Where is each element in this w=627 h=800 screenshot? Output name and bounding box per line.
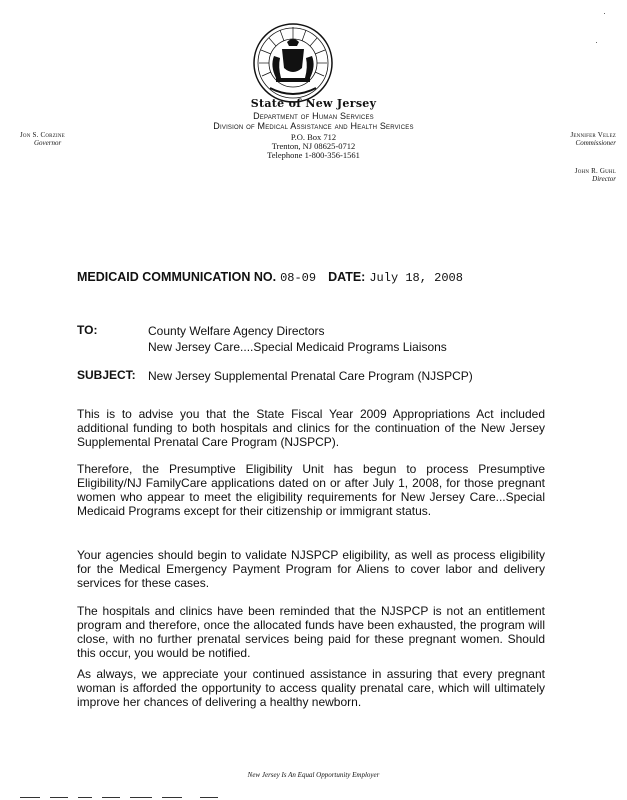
communication-line [77,270,463,285]
po-box: P.O. Box 712 [290,132,337,142]
communication-label: MEDICAID COMMUNICATION NO. [77,270,277,284]
division-name: Division of Medical Assistance and Health Services [213,121,414,131]
department-name: Department of Human Services [253,111,374,121]
scan-mark [20,797,40,798]
telephone: Telephone 1-800-356-1561 [267,150,360,160]
to-label: TO: [77,323,98,337]
commissioner-block [486,131,616,147]
commissioner-name: Jennifer Velez [570,131,616,139]
scan-mark [78,797,92,798]
communication-number: 08-09 [280,271,317,285]
to-line: County Welfare Agency Directors [148,324,325,338]
city-address: Trenton, NJ 08625-0712 [271,141,356,151]
director-name: John R. Guhl [574,167,616,175]
communication-date: July 18, 2008 [369,271,463,285]
subject-text: New Jersey Supplemental Prenatal Care Program (NJSPCP) [148,369,473,383]
to-line: New Jersey Care....Special Medicaid Programs Liaisons [148,340,447,354]
left-official [20,131,130,147]
scan-speck [604,13,605,14]
body-paragraph: This is to advise you that the State Fiscal Year 2009 Appropriations Act included additional funding to both hospitals and clinics for the continuation of the New Jersey Supplemental Prenatal Care Program (NJSPCP). [77,407,545,449]
director-title: Director [592,175,616,183]
date-label: DATE: [328,270,366,284]
governor-name: Jon S. Corzine [20,131,65,139]
scan-mark [50,797,68,798]
body-paragraph: Your agencies should begin to validate NJSPCP eligibility, as well as process eligibility for the Medical Emergency Payment Program for Aliens to cover labor and delivery services for these cases. [77,548,545,590]
scan-mark [130,797,152,798]
commissioner-title: Commissioner [575,139,616,147]
body-paragraph: The hospitals and clinics have been reminded that the NJSPCP is not an entitlement program and therefore, once the allocated funds have been exhausted, the program will close, with no further prenatal services being paid for these pregnant women. Should this occur, you would be notified. [77,604,545,660]
governor-title: Governor [34,139,62,147]
scan-mark [162,797,182,798]
body-paragraph: Therefore, the Presumptive Eligibility Unit has begun to process Presumptive Eligibility/NJ FamilyCare applications dated on or after July 1, 2008, for those pregnant women who appear to meet the eligibility requirements for New Jersey Care...Special Medicaid Programs except for their citizenship or immigrant status. [77,462,545,518]
footer-note: New Jersey Is An Equal Opportunity Employer [247,771,380,779]
state-seal-icon [252,22,334,104]
scan-mark [200,797,218,798]
state-name: State of New Jersey [250,97,377,110]
director-block [486,167,616,183]
scan-mark [102,797,120,798]
scan-speck [596,42,597,43]
subject-label: SUBJECT: [77,368,136,382]
to-recipients [148,323,447,355]
body-paragraph: As always, we appreciate your continued assistance in assuring that every pregnant woman is afforded the opportunity to access quality prenatal care, which will ultimately improve her chances of delivering a healthy newborn. [77,667,545,709]
